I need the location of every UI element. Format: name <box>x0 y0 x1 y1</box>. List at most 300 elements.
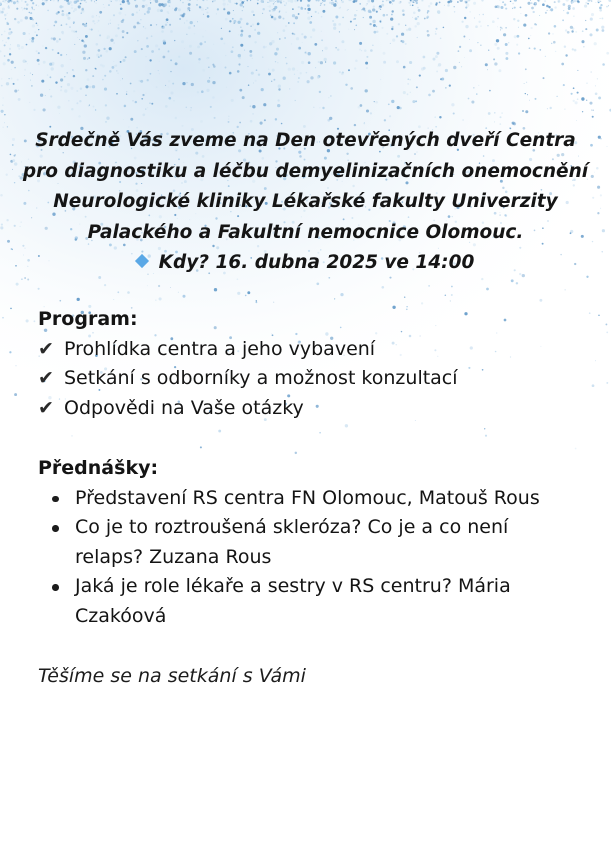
splatter-dot <box>516 282 518 284</box>
bullet-icon <box>52 584 59 591</box>
splatter-dot <box>130 83 132 85</box>
splatter-dot <box>83 57 86 60</box>
splatter-dot <box>178 8 181 11</box>
splatter-dot <box>286 2 287 3</box>
splatter-dot <box>572 7 575 10</box>
splatter-dot <box>47 10 49 12</box>
splatter-dot <box>589 102 592 105</box>
splatter-dot <box>79 100 81 102</box>
splatter-dot <box>121 20 124 23</box>
splatter-dot <box>255 80 257 82</box>
splatter-dot <box>288 68 291 71</box>
splatter-dot <box>73 75 75 77</box>
splatter-dot <box>30 12 32 14</box>
splatter-dot <box>250 25 252 27</box>
splatter-dot <box>205 9 206 10</box>
splatter-dot <box>53 25 55 27</box>
splatter-dot <box>340 293 343 296</box>
splatter-dot <box>41 80 44 83</box>
splatter-dot <box>83 41 84 42</box>
splatter-dot <box>469 49 472 52</box>
splatter-dot <box>125 56 127 58</box>
splatter-dot <box>450 300 451 301</box>
splatter-dot <box>262 57 263 58</box>
splatter-dot <box>454 11 455 12</box>
splatter-dot <box>31 85 33 87</box>
splatter-dot <box>309 21 312 24</box>
splatter-dot <box>520 7 522 9</box>
splatter-dot <box>47 74 49 76</box>
splatter-dot <box>7 3 8 4</box>
splatter-dot <box>52 49 54 51</box>
splatter-dot <box>274 52 277 55</box>
splatter-dot <box>147 107 148 108</box>
splatter-dot <box>197 21 198 22</box>
splatter-dot <box>145 56 146 57</box>
splatter-dot <box>398 1 401 4</box>
splatter-dot <box>517 20 519 22</box>
splatter-dot <box>534 48 536 50</box>
splatter-dot <box>464 57 465 58</box>
splatter-dot <box>366 56 368 58</box>
splatter-dot <box>484 428 485 429</box>
splatter-dot <box>31 7 33 9</box>
splatter-dot <box>200 120 203 123</box>
splatter-dot <box>196 4 198 6</box>
splatter-dot <box>76 102 78 104</box>
splatter-dot <box>255 301 257 303</box>
splatter-dot <box>140 19 141 20</box>
splatter-dot <box>298 77 300 79</box>
splatter-dot <box>109 70 112 73</box>
splatter-dot <box>30 80 31 81</box>
splatter-dot <box>307 17 310 20</box>
splatter-dot <box>345 84 347 86</box>
splatter-dot <box>186 107 187 108</box>
splatter-dot <box>252 113 254 115</box>
splatter-dot <box>293 22 295 24</box>
splatter-dot <box>37 59 40 62</box>
splatter-dot <box>483 14 484 15</box>
splatter-dot <box>383 52 386 55</box>
splatter-dot <box>439 116 441 118</box>
splatter-dot <box>45 47 47 49</box>
splatter-dot <box>359 42 362 45</box>
splatter-dot <box>161 30 164 33</box>
splatter-dot <box>155 300 156 301</box>
splatter-dot <box>71 30 74 33</box>
splatter-dot <box>288 22 290 24</box>
splatter-dot <box>517 35 520 38</box>
splatter-dot <box>318 12 319 13</box>
splatter-dot <box>591 0 593 2</box>
splatter-dot <box>233 10 234 11</box>
splatter-dot <box>404 296 405 297</box>
splatter-dot <box>402 14 404 16</box>
splatter-dot <box>414 2 415 3</box>
splatter-dot <box>595 92 598 95</box>
splatter-dot <box>276 48 279 51</box>
splatter-dot <box>143 26 144 27</box>
splatter-dot <box>113 42 115 44</box>
splatter-dot <box>139 23 140 24</box>
splatter-dot <box>600 1 601 2</box>
splatter-dot <box>149 59 151 61</box>
splatter-dot <box>229 20 231 22</box>
splatter-dot <box>566 12 569 15</box>
splatter-dot <box>338 23 341 26</box>
splatter-dot <box>308 52 311 55</box>
splatter-dot <box>9 48 11 50</box>
splatter-dot <box>29 12 30 13</box>
lectures-heading: Přednášky: <box>38 457 159 479</box>
splatter-dot <box>322 107 324 109</box>
splatter-dot <box>465 7 467 9</box>
splatter-dot <box>14 89 17 92</box>
splatter-dot <box>370 49 373 52</box>
splatter-dot <box>297 70 298 71</box>
splatter-dot <box>451 294 453 296</box>
splatter-dot <box>240 34 243 37</box>
splatter-dot <box>469 39 470 40</box>
splatter-dot <box>547 108 548 109</box>
splatter-dot <box>57 106 60 109</box>
splatter-dot <box>7 59 10 62</box>
splatter-dot <box>189 45 192 48</box>
splatter-dot <box>2 317 4 319</box>
splatter-dot <box>369 23 371 25</box>
splatter-dot <box>487 69 488 70</box>
splatter-dot <box>432 90 435 93</box>
splatter-dot <box>155 0 156 1</box>
splatter-dot <box>99 34 101 36</box>
splatter-dot <box>169 5 171 7</box>
splatter-dot <box>133 26 136 29</box>
splatter-dot <box>252 58 253 59</box>
splatter-dot <box>32 8 33 9</box>
splatter-dot <box>17 79 19 81</box>
splatter-dot <box>99 16 100 17</box>
splatter-dot <box>453 6 454 7</box>
splatter-dot <box>494 43 497 46</box>
splatter-dot <box>577 1 579 3</box>
splatter-dot <box>229 1 231 3</box>
splatter-dot <box>373 6 375 8</box>
splatter-dot <box>106 117 109 120</box>
splatter-dot <box>606 52 609 55</box>
splatter-dot <box>223 42 225 44</box>
splatter-dot <box>36 50 38 52</box>
splatter-dot <box>241 1 244 4</box>
splatter-dot <box>278 85 281 88</box>
splatter-dot <box>118 12 121 15</box>
splatter-dot <box>25 61 27 63</box>
splatter-dot <box>105 104 107 106</box>
splatter-dot <box>497 26 498 27</box>
splatter-dot <box>70 87 73 90</box>
splatter-dot <box>257 23 259 25</box>
splatter-dot <box>417 22 420 25</box>
closing-line: Těšíme se na setkání s Vámi <box>38 665 306 687</box>
splatter-dot <box>466 4 469 7</box>
splatter-dot <box>576 120 577 121</box>
splatter-dot <box>147 285 148 286</box>
splatter-dot <box>415 17 418 20</box>
splatter-dot <box>271 81 272 82</box>
splatter-dot <box>8 6 9 7</box>
splatter-dot <box>27 279 29 281</box>
splatter-dot <box>142 113 145 116</box>
splatter-dot <box>123 59 126 62</box>
splatter-dot <box>186 20 188 22</box>
splatter-dot <box>451 103 454 106</box>
splatter-dot <box>116 93 118 95</box>
splatter-dot <box>337 48 339 50</box>
splatter-dot <box>141 98 143 100</box>
splatter-dot <box>409 29 410 30</box>
splatter-dot <box>113 14 115 16</box>
splatter-dot <box>317 76 320 79</box>
splatter-dot <box>292 67 295 70</box>
splatter-dot <box>283 1 284 2</box>
splatter-dot <box>525 93 526 94</box>
splatter-dot <box>18 90 19 91</box>
splatter-dot <box>333 3 336 6</box>
splatter-dot <box>201 8 204 11</box>
splatter-dot <box>225 55 226 56</box>
splatter-dot <box>227 11 230 14</box>
splatter-dot <box>31 40 34 43</box>
splatter-dot <box>169 1 171 3</box>
splatter-dot <box>9 5 10 6</box>
splatter-dot <box>148 7 151 10</box>
splatter-dot <box>104 7 105 8</box>
splatter-dot <box>322 50 323 51</box>
splatter-dot <box>4 14 7 17</box>
splatter-dot <box>505 52 508 55</box>
splatter-dot <box>108 4 110 6</box>
splatter-dot <box>194 33 196 35</box>
splatter-dot <box>109 41 110 42</box>
splatter-dot <box>237 292 240 295</box>
splatter-dot <box>254 28 256 30</box>
splatter-dot <box>165 105 168 108</box>
splatter-dot <box>168 97 171 100</box>
splatter-dot <box>198 62 200 64</box>
splatter-dot <box>366 5 367 6</box>
splatter-dot <box>573 15 574 16</box>
splatter-dot <box>533 11 535 13</box>
program-item-text: Prohlídka centra a jeho vybavení <box>64 337 376 360</box>
splatter-dot <box>274 2 275 3</box>
splatter-dot <box>391 10 393 12</box>
splatter-dot <box>587 3 589 5</box>
splatter-dot <box>403 66 406 69</box>
splatter-dot <box>133 90 135 92</box>
splatter-dot <box>445 295 447 297</box>
splatter-dot <box>59 38 61 40</box>
splatter-dot <box>575 101 578 104</box>
splatter-dot <box>350 21 352 23</box>
splatter-dot <box>158 48 160 50</box>
splatter-dot <box>105 121 107 123</box>
splatter-dot <box>220 37 223 40</box>
splatter-dot <box>473 87 474 88</box>
splatter-dot <box>188 26 191 29</box>
splatter-dot <box>234 14 235 15</box>
splatter-dot <box>170 71 171 72</box>
splatter-dot <box>206 89 209 92</box>
splatter-dot <box>228 116 230 118</box>
splatter-dot <box>293 33 295 35</box>
splatter-dot <box>298 13 300 15</box>
splatter-dot <box>525 14 528 17</box>
splatter-dot <box>199 42 202 45</box>
splatter-dot <box>549 10 550 11</box>
splatter-dot <box>251 72 254 75</box>
splatter-dot <box>164 3 167 6</box>
splatter-dot <box>478 85 479 86</box>
splatter-dot <box>74 44 75 45</box>
splatter-dot <box>502 1 504 3</box>
splatter-dot <box>38 52 40 54</box>
splatter-dot <box>333 23 336 26</box>
splatter-dot <box>530 35 531 36</box>
splatter-dot <box>49 63 52 66</box>
splatter-dot <box>117 27 119 29</box>
splatter-dot <box>223 3 226 6</box>
splatter-dot <box>225 18 228 21</box>
splatter-dot <box>117 291 119 293</box>
splatter-dot <box>477 42 478 43</box>
splatter-dot <box>178 56 180 58</box>
splatter-dot <box>348 29 349 30</box>
splatter-dot <box>182 82 185 85</box>
splatter-dot <box>410 4 412 6</box>
splatter-dot <box>554 6 556 8</box>
splatter-dot <box>198 58 201 61</box>
splatter-dot <box>225 67 227 69</box>
splatter-dot <box>554 25 557 28</box>
splatter-dot <box>134 50 137 53</box>
splatter-dot <box>250 0 251 1</box>
splatter-dot <box>598 315 599 316</box>
splatter-dot <box>250 120 253 123</box>
splatter-dot <box>359 49 361 51</box>
splatter-dot <box>170 59 172 61</box>
splatter-dot <box>272 9 273 10</box>
splatter-dot <box>375 101 378 104</box>
splatter-dot <box>478 21 480 23</box>
splatter-dot <box>308 61 311 64</box>
splatter-dot <box>277 32 278 33</box>
splatter-dot <box>373 24 376 27</box>
splatter-dot <box>240 18 243 21</box>
splatter-dot <box>82 23 84 25</box>
splatter-dot <box>27 63 28 64</box>
splatter-dot <box>574 49 577 52</box>
splatter-dot <box>426 17 428 19</box>
splatter-dot <box>595 85 596 86</box>
splatter-dot <box>565 289 566 290</box>
event-date-line <box>0 248 611 279</box>
splatter-dot <box>427 30 429 32</box>
splatter-dot <box>360 104 363 107</box>
splatter-dot <box>376 11 378 13</box>
splatter-dot <box>68 100 70 102</box>
check-mark-icon: ✔ <box>38 367 54 389</box>
splatter-dot <box>146 45 149 48</box>
splatter-dot <box>156 86 158 88</box>
splatter-dot <box>512 3 514 5</box>
splatter-dot <box>553 33 554 34</box>
splatter-dot <box>72 69 74 71</box>
splatter-dot <box>423 56 426 59</box>
splatter-dot <box>142 5 145 8</box>
lecture-item-text: Jaká je role lékaře a sestry v RS centru? Mária Czakóová <box>75 575 511 627</box>
splatter-dot <box>396 60 399 63</box>
splatter-dot <box>354 14 357 17</box>
splatter-dot <box>480 26 481 27</box>
splatter-dot <box>573 87 575 89</box>
splatter-dot <box>120 8 123 11</box>
splatter-dot <box>439 2 441 4</box>
splatter-dot <box>102 65 105 68</box>
splatter-dot <box>123 119 124 120</box>
splatter-dot <box>548 32 550 34</box>
splatter-dot <box>173 100 174 101</box>
splatter-dot <box>531 2 533 4</box>
splatter-dot <box>150 2 151 3</box>
splatter-dot <box>598 2 599 3</box>
splatter-dot <box>392 3 393 4</box>
splatter-dot <box>135 5 138 8</box>
splatter-dot <box>4 114 5 115</box>
splatter-dot <box>4 122 5 123</box>
splatter-dot <box>339 71 341 73</box>
splatter-dot <box>242 96 245 99</box>
splatter-dot <box>64 76 65 77</box>
splatter-dot <box>305 52 306 53</box>
splatter-dot <box>407 93 409 95</box>
splatter-dot <box>307 4 310 7</box>
splatter-dot <box>97 22 98 23</box>
splatter-dot <box>212 64 214 66</box>
splatter-dot <box>187 10 188 11</box>
splatter-dot <box>182 2 184 4</box>
splatter-dot <box>190 109 192 111</box>
splatter-dot <box>342 17 344 19</box>
splatter-dot <box>405 43 407 45</box>
splatter-dot <box>335 16 338 19</box>
splatter-dot <box>16 0 19 3</box>
splatter-dot <box>223 8 225 10</box>
splatter-dot <box>600 18 601 19</box>
splatter-dot <box>389 115 391 117</box>
splatter-dot <box>275 1 276 2</box>
splatter-dot <box>585 2 587 4</box>
splatter-dot <box>302 42 303 43</box>
splatter-dot <box>440 38 442 40</box>
splatter-dot <box>273 79 275 81</box>
splatter-dot <box>372 20 375 23</box>
splatter-dot <box>137 40 138 41</box>
splatter-dot <box>216 13 217 14</box>
splatter-dot <box>285 12 286 13</box>
splatter-dot <box>266 46 267 47</box>
splatter-dot <box>319 107 320 108</box>
splatter-dot <box>16 283 19 286</box>
